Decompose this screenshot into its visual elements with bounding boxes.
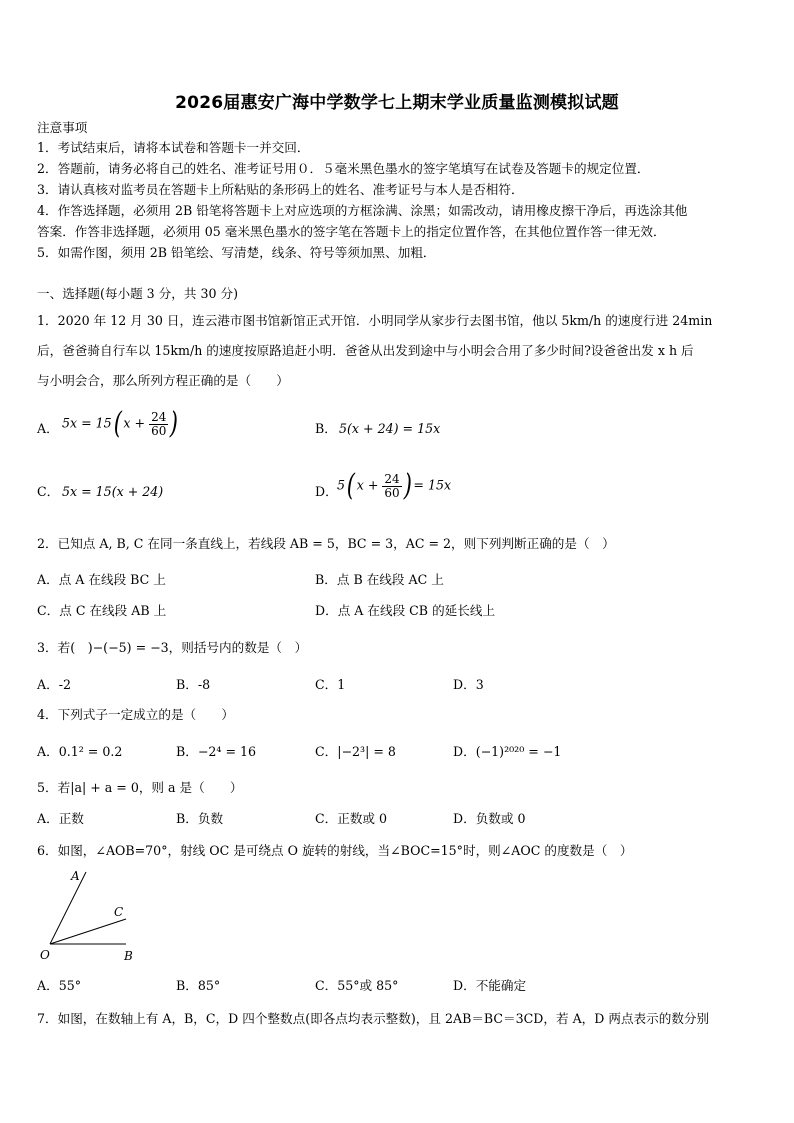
option-3c: C．1 <box>315 677 346 692</box>
notice-item: 2．答题前，请务必将自己的姓名、准考证号用０．５毫米黑色墨水的签字笔填写在试卷及答题卡的规定位置． <box>37 161 650 176</box>
option-6b: B．85° <box>176 978 221 993</box>
option-2c: C．点 C 在线段 AB 上 <box>37 603 167 618</box>
option-1a-equation: 5x = 15( x + $\frac{24}{60}$ ) <box>62 406 179 441</box>
option-3a: A．-2 <box>37 677 71 692</box>
notice-item: 1．考试结束后，请将本试卷和答题卡一并交回． <box>37 140 310 155</box>
option-2d: D．点 A 在线段 CB 的延长线上 <box>315 603 496 618</box>
notice-item: 5．如需作图，须用 2B 铅笔绘、写清楚，线条、符号等须加黑、加粗． <box>37 245 436 260</box>
notice-item: 4．作答选择题，必须用 2B 铅笔将答题卡上对应选项的方框涂满、涂黑；如需改动，请用橡皮擦干净后，再选涂其他 <box>37 203 688 218</box>
option-5b: B．负数 <box>176 811 224 826</box>
option-1d-equation: 5( x + $\frac{24}{60}$ ) = 15x <box>337 468 452 503</box>
option-4d: D．(−1)²⁰²⁰ = −1 <box>453 744 562 759</box>
question-2-stem: 2．已知点 A, B, C 在同一条直线上，若线段 AB = 5，BC = 3，AC = 2，则下列判断正确的是（ ） <box>37 536 615 551</box>
page-title: 2026届惠安广海中学数学七上期末学业质量监测模拟试题 <box>175 93 619 113</box>
option-4a: A．0.1² = 0.2 <box>37 744 123 759</box>
option-1b-label: B． <box>315 421 337 436</box>
ray-oa <box>50 872 86 944</box>
question-1-line: 与小明会合，那么所列方程正确的是（ ） <box>37 373 289 388</box>
angle-figure <box>36 866 146 964</box>
option-1b-equation: 5(x + 24) = 15x <box>339 421 441 436</box>
ray-oc <box>50 919 126 944</box>
option-4c: C．|−2³| = 8 <box>315 744 396 759</box>
option-6d: D．不能确定 <box>453 978 527 993</box>
notice-item: 答案．作答非选择题，必须用 05 毫米黑色墨水的签字笔在答题卡上的指定位置作答，在其他位置作答一律无效． <box>37 224 666 239</box>
option-3d: D．3 <box>453 677 484 692</box>
option-5d: D．负数或 0 <box>453 811 526 826</box>
option-2b: B．点 B 在线段 AC 上 <box>315 572 444 587</box>
option-1c-equation: 5x = 15(x + 24) <box>62 484 164 499</box>
question-3-stem: 3．若( )−(−5) = −3，则括号内的数是（ ） <box>37 640 308 655</box>
notice-item: 3．请认真核对监考员在答题卡上所粘贴的条形码上的姓名、准考证号与本人是否相符． <box>37 182 524 197</box>
option-6a: A．55° <box>37 978 82 993</box>
option-1d-label: D． <box>315 484 338 499</box>
option-1a-label: A． <box>37 421 59 436</box>
option-2a: A．点 A 在线段 BC 上 <box>37 572 166 587</box>
question-5-stem: 5．若|a| + a = 0，则 a 是（ ） <box>37 780 243 795</box>
option-1c-label: C． <box>37 484 60 499</box>
section-heading: 一、选择题(每小题 3 分，共 30 分) <box>37 286 239 301</box>
point-label-c: C <box>114 905 124 919</box>
point-label-b: B <box>124 949 133 963</box>
question-7-stem: 7．如图，在数轴上有 A，B，C，D 四个整数点(即各点均表示整数)，且 2AB＝BC＝3CD，若 A，D 两点表示的数分别 <box>37 1011 710 1026</box>
option-4b: B．−2⁴ = 16 <box>176 744 257 759</box>
option-3b: B．-8 <box>176 677 211 692</box>
option-5a: A．正数 <box>37 811 84 826</box>
question-1-line: 后，爸爸骑自行车以 15km/h 的速度按原路追赶小明．爸爸从出发到途中与小明会合用了多少时间?设爸爸出发 x h 后 <box>37 343 694 358</box>
notice-heading: 注意事项 <box>37 120 88 135</box>
question-1-line: 1．2020 年 12 月 30 日，连云港市图书馆新馆正式开馆．小明同学从家步行去图书馆，他以 5km/h 的速度行进 24min <box>37 313 713 328</box>
option-5c: C．正数或 0 <box>315 811 388 826</box>
question-4-stem: 4．下列式子一定成立的是（ ） <box>37 707 234 722</box>
point-label-o: O <box>40 948 50 962</box>
option-6c: C．55°或 85° <box>315 978 399 993</box>
point-label-a: A <box>71 869 80 883</box>
question-6-stem: 6．如图，∠AOB=70°，射线 OC 是可绕点 O 旋转的射线，当∠BOC=15°时，则∠AOC 的度数是（ ） <box>37 843 633 858</box>
